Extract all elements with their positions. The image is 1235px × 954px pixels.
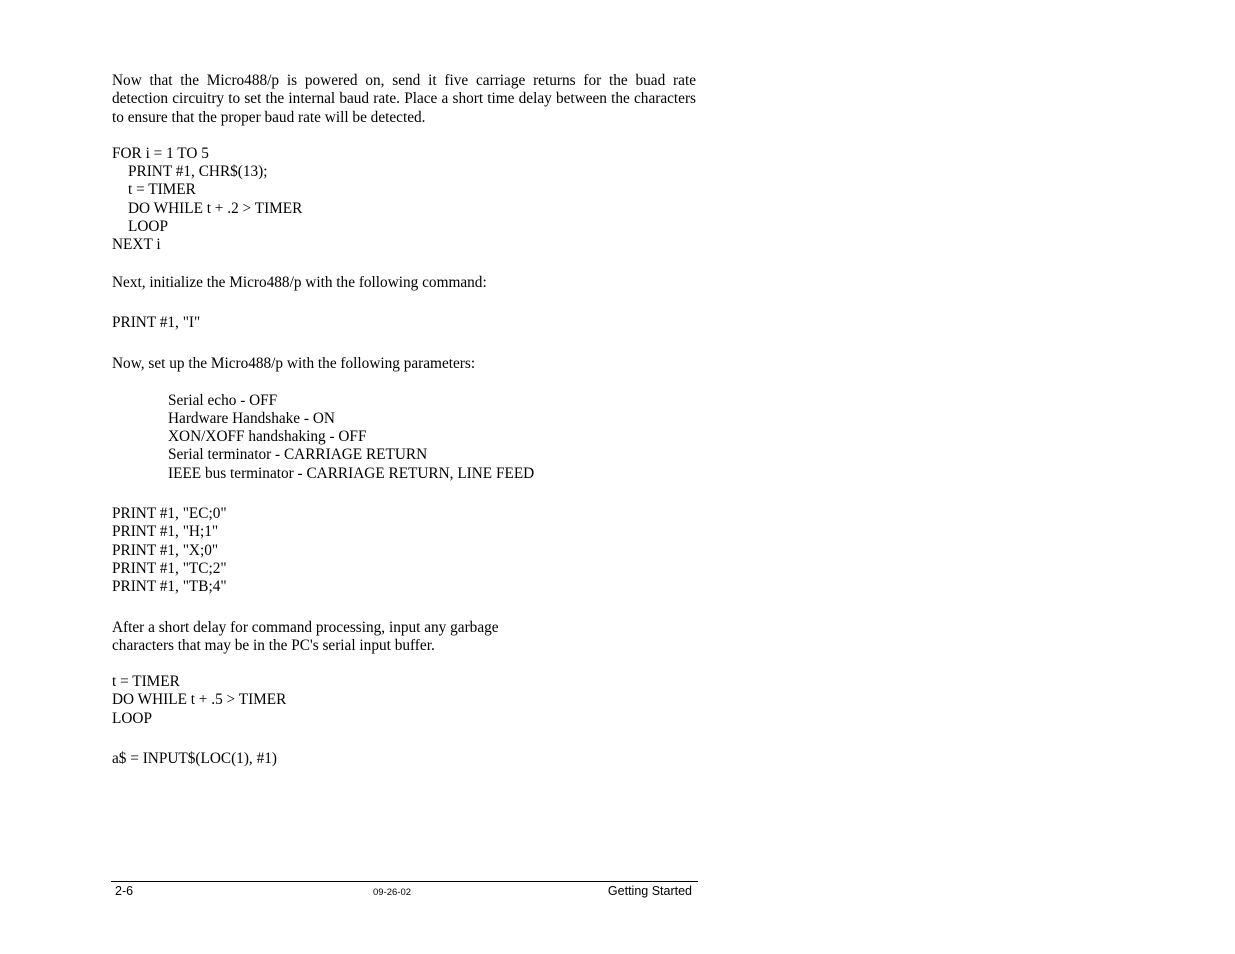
input-command: a$ = INPUT$(LOC(1), #1) <box>112 750 277 768</box>
setup-paragraph: Now, set up the Micro488/p with the following parameters: <box>112 355 476 373</box>
delay-paragraph-line: After a short delay for command processing, input any garbage <box>112 618 499 636</box>
spacer <box>112 728 696 750</box>
parameter-item: IEEE bus terminator - CARRIAGE RETURN, LINE FEED <box>168 464 535 482</box>
parameter-item: Hardware Handshake - ON <box>168 409 335 427</box>
code-block-baud-detect <box>112 145 696 255</box>
footer-date: 09-26-02 <box>373 887 412 898</box>
spacer <box>112 127 696 145</box>
code-line: PRINT #1, "EC;0" <box>112 505 227 523</box>
spacer <box>112 483 696 505</box>
code-line: LOOP <box>128 218 168 236</box>
code-line: DO WHILE t + .2 > TIMER <box>128 199 303 217</box>
spacer <box>112 597 696 619</box>
parameter-item: XON/XOFF handshaking - OFF <box>168 428 367 446</box>
delay-paragraph-line: characters that may be in the PC's serial input buffer. <box>112 636 435 654</box>
spacer <box>112 332 696 355</box>
page-number: 2-6 <box>115 884 134 898</box>
code-line: NEXT i <box>112 236 161 254</box>
code-line: t = TIMER <box>128 181 196 199</box>
parameter-list <box>112 392 696 483</box>
code-line: t = TIMER <box>112 673 180 691</box>
spacer <box>112 374 696 392</box>
intro-paragraph: Now that the Micro488/p is powered on, send it five carriage returns for the buad rate detection circuitry to set the internal baud rate. Place a short time delay between the characters to ensure that the proper baud rate will be detected. <box>112 72 696 126</box>
spacer <box>112 255 696 274</box>
delay-paragraph <box>112 619 696 656</box>
init-command: PRINT #1, "I" <box>112 313 201 331</box>
code-line: PRINT #1, "TB;4" <box>112 578 227 596</box>
code-line: PRINT #1, "TC;2" <box>112 559 227 577</box>
code-line: DO WHILE t + .5 > TIMER <box>112 691 287 709</box>
parameter-item: Serial terminator - CARRIAGE RETURN <box>168 446 428 464</box>
init-paragraph: Next, initialize the Micro488/p with the following command: <box>112 273 487 291</box>
code-line: PRINT #1, "H;1" <box>112 523 219 541</box>
page-footer <box>111 881 698 898</box>
code-line: PRINT #1, "X;0" <box>112 541 219 559</box>
code-line: PRINT #1, CHR$(13); <box>128 163 268 181</box>
code-line: LOOP <box>112 709 152 727</box>
spacer <box>112 292 696 314</box>
code-block-setup <box>112 505 696 596</box>
footer-section: Getting Started <box>607 884 692 898</box>
spacer <box>112 655 696 673</box>
code-line: FOR i = 1 TO 5 <box>112 144 209 162</box>
parameter-item: Serial echo - OFF <box>168 391 278 409</box>
code-block-timer <box>112 673 696 728</box>
document-page <box>112 72 696 768</box>
